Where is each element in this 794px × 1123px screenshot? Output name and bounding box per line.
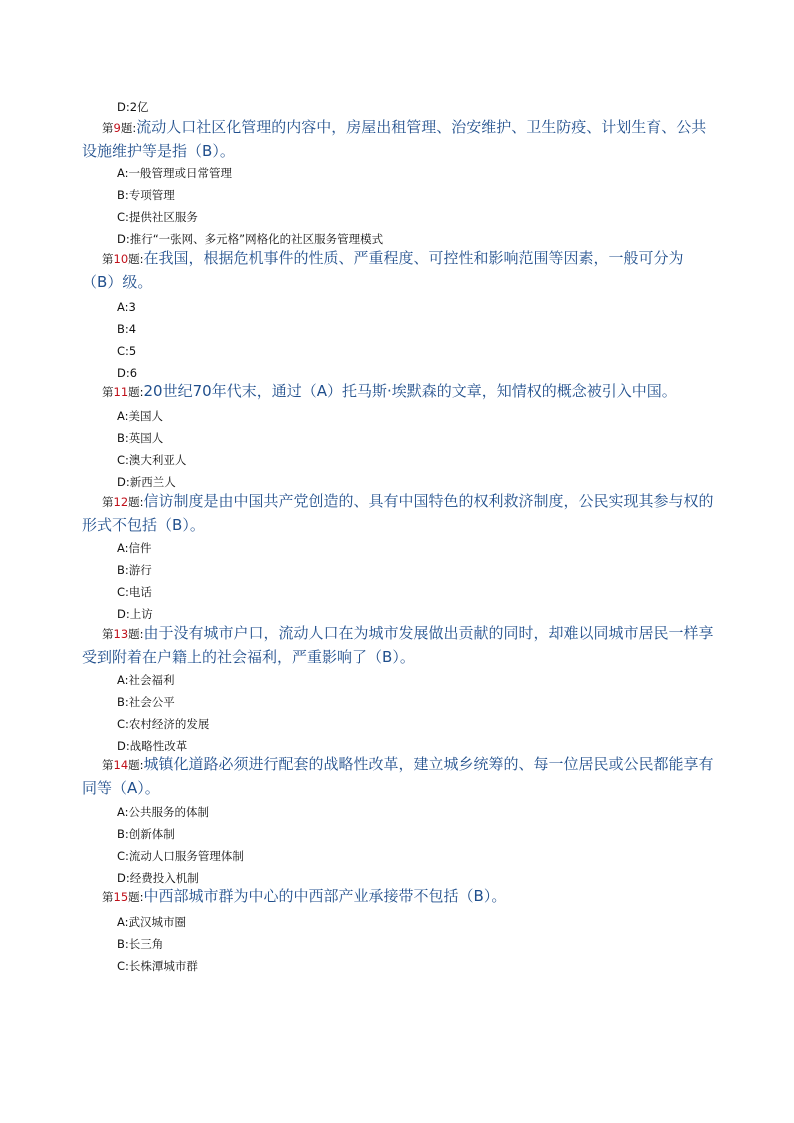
option-a: A:社会福利 [117, 673, 175, 687]
option-a: A:公共服务的体制 [117, 805, 210, 819]
question-prefix: 第14题: [102, 758, 144, 772]
option-c: C:电话 [117, 585, 152, 599]
question-10: 第10题:在我国，根据危机事件的性质、严重程度、可控性和影响范围等因素，一般可分为（B）级。 [82, 249, 684, 291]
option-b: B:社会公平 [117, 695, 175, 709]
option-a: A:信件 [117, 541, 152, 555]
answer-letter: B [382, 648, 393, 666]
question-prefix: 第9题: [102, 121, 137, 135]
option-a: A:一般管理或日常管理 [117, 166, 233, 180]
option-a: A:武汉城市圈 [117, 915, 187, 929]
option-c: C:5 [117, 344, 137, 358]
option-d: D:战略性改革 [117, 739, 188, 753]
question-number: 14 [113, 758, 129, 772]
option-c: C:长株潭城市群 [117, 959, 198, 973]
question-text: 中西部城市群为中心的中西部产业承接带不包括（ [143, 887, 474, 905]
option-d: D:上访 [117, 607, 153, 621]
prev-question-option-d: D:2亿 [117, 100, 149, 114]
question-prefix: 第10题: [102, 252, 144, 266]
option-d: D:新西兰人 [117, 475, 176, 489]
question-prefix: 第12题: [102, 495, 144, 509]
question-14: 第14题:城镇化道路必须进行配套的战略性改革，建立城乡统筹的、每一位居民或公民都能享有同等（A）。 [82, 755, 714, 797]
answer-letter: A [316, 382, 327, 400]
question-prefix: 第13题: [102, 627, 144, 641]
answer-letter: B [473, 887, 484, 905]
question-13: 第13题:由于没有城市户口，流动人口在为城市发展做出贡献的同时，却难以同城市居民一样享受到附着在户籍上的社会福利，严重影响了（B）。 [82, 624, 714, 666]
question-text: 城镇化道路必须进行配套的战略性改革，建立城乡统筹的、每一位居民或公民都能享有同等（ [82, 755, 714, 797]
option-d: D:经费投入机制 [117, 871, 199, 885]
question-9: 第9题:流动人口社区化管理的内容中，房屋出租管理、治安维护、卫生防疫、计划生育、公共设施维护等是指（B）。 [82, 118, 707, 160]
option-a: A:美国人 [117, 409, 164, 423]
option-b: B:游行 [117, 563, 152, 577]
answer-letter: A [127, 779, 138, 797]
question-prefix: 第15题: [102, 890, 144, 904]
answer-letter: B [97, 273, 108, 291]
option-b: B:长三角 [117, 937, 164, 951]
question-text: 流动人口社区化管理的内容中，房屋出租管理、治安维护、卫生防疫、计划生育、公共设施维护等是指（ [82, 118, 707, 160]
question-text: 在我国，根据危机事件的性质、严重程度、可控性和影响范围等因素，一般可分为（ [82, 249, 684, 291]
option-c: C:提供社区服务 [117, 210, 198, 224]
option-c: C:澳大利亚人 [117, 453, 187, 467]
question-text: 20世纪70年代末，通过（ [143, 382, 317, 400]
option-b: B:英国人 [117, 431, 164, 445]
question-number: 13 [113, 627, 129, 641]
question-text: 信访制度是由中国共产党创造的、具有中国特色的权利救济制度，公民实现其参与权的形式不包括（ [82, 492, 714, 534]
answer-letter: B [172, 516, 183, 534]
option-d: D:6 [117, 366, 138, 380]
question-number: 12 [113, 495, 129, 509]
option-b: B:创新体制 [117, 827, 175, 841]
option-c: C:流动人口服务管理体制 [117, 849, 244, 863]
question-11: 第11题:20世纪70年代末，通过（A）托马斯·埃默森的文章，知情权的概念被引入中国。 [102, 382, 677, 400]
question-prefix: 第11题: [102, 385, 144, 399]
question-number: 9 [113, 121, 121, 135]
question-text: 由于没有城市户口，流动人口在为城市发展做出贡献的同时，却难以同城市居民一样享受到附着在户籍上的社会福利，严重影响了（ [82, 624, 714, 666]
option-b: B:4 [117, 322, 137, 336]
question-number: 10 [113, 252, 129, 266]
answer-letter: B [202, 142, 213, 160]
question-12: 第12题:信访制度是由中国共产党创造的、具有中国特色的权利救济制度，公民实现其参与权的形式不包括（B）。 [82, 492, 714, 534]
option-b: B:专项管理 [117, 188, 175, 202]
option-d: D:推行“一张网、多元格”网格化的社区服务管理模式 [117, 232, 384, 246]
question-number: 11 [113, 385, 129, 399]
option-c: C:农村经济的发展 [117, 717, 210, 731]
question-number: 15 [113, 890, 129, 904]
question-15: 第15题:中西部城市群为中心的中西部产业承接带不包括（B）。 [102, 887, 507, 905]
option-a: A:3 [117, 300, 136, 314]
